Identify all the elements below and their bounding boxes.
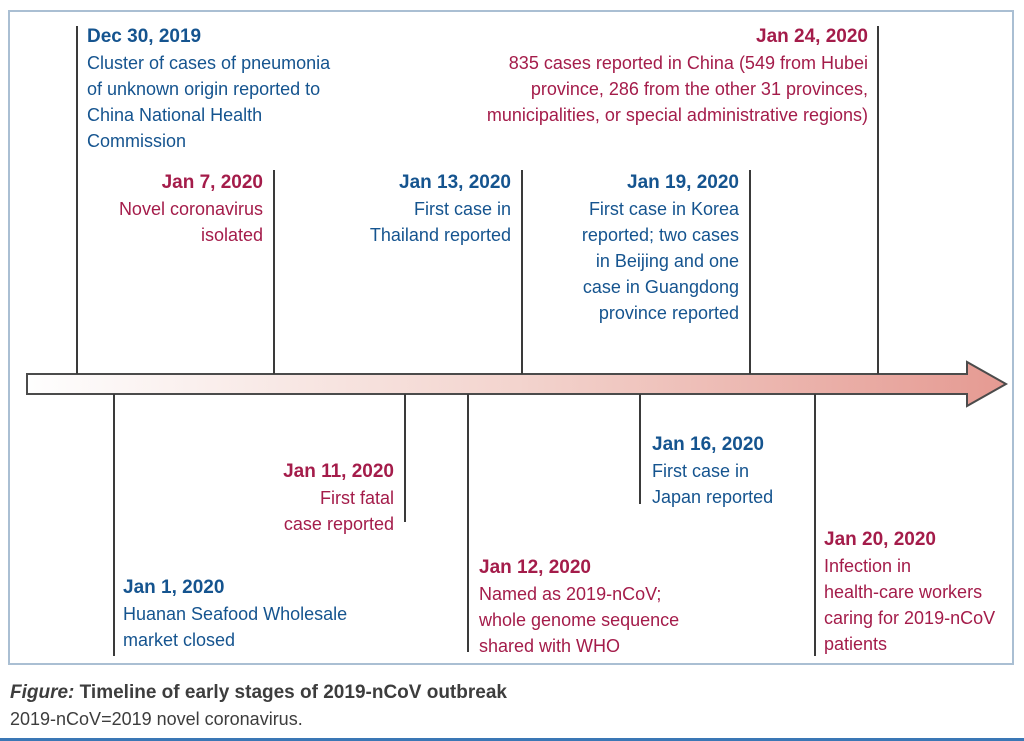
event-text-line: Cluster of cases of pneumonia xyxy=(87,53,331,73)
event-text-line: health-care workers xyxy=(824,582,983,602)
timeline-event-jan7 xyxy=(33,170,263,248)
tick-jan19 xyxy=(749,170,751,374)
event-date: Jan 11, 2020 xyxy=(283,461,394,482)
figure-caption-title xyxy=(10,679,1010,706)
event-text-line: of unknown origin reported to xyxy=(87,79,321,99)
event-text-line: Thailand reported xyxy=(369,225,511,245)
event-date: Jan 7, 2020 xyxy=(161,172,263,193)
event-text-line: market closed xyxy=(123,630,236,650)
event-text-line: First case in Korea xyxy=(588,199,739,219)
event-date: Jan 13, 2020 xyxy=(399,172,511,193)
event-text-line: patients xyxy=(824,634,888,654)
tick-jan24 xyxy=(877,26,879,374)
event-text-line: Huanan Seafood Wholesale xyxy=(123,604,348,624)
event-date: Jan 19, 2020 xyxy=(627,172,739,193)
event-text-line: First case in xyxy=(652,461,750,481)
timeline-event-jan11 xyxy=(184,459,394,537)
figure-title-text: Timeline of early stages of 2019-nCoV outbreak xyxy=(74,682,507,703)
event-text-line: province, 286 from the other 31 provinces, xyxy=(530,79,868,99)
figure-label: Figure: xyxy=(10,682,75,703)
event-text-line: Novel coronavirus xyxy=(118,199,263,219)
timeline-event-dec30 xyxy=(87,24,367,154)
timeline-event-jan24 xyxy=(398,24,868,128)
tick-jan7 xyxy=(273,170,275,374)
figure-footnote: 2019-nCoV=2019 novel coronavirus. xyxy=(10,709,303,729)
event-date: Jan 1, 2020 xyxy=(123,577,225,598)
tick-jan16 xyxy=(639,394,641,504)
event-text-line: province reported xyxy=(598,303,739,323)
event-date: Jan 24, 2020 xyxy=(756,26,868,47)
event-text-line: in Beijing and one xyxy=(595,251,739,271)
event-date: Jan 16, 2020 xyxy=(652,434,764,455)
event-text-line: municipalities, or special administrative regions) xyxy=(486,105,868,125)
tick-jan12 xyxy=(467,394,469,652)
event-text-line: isolated xyxy=(200,225,263,245)
timeline-event-jan12 xyxy=(479,555,749,659)
event-text-line: China National Health xyxy=(87,105,263,125)
event-text-line: 835 cases reported in China (549 from Hubei xyxy=(508,53,868,73)
event-date: Jan 20, 2020 xyxy=(824,529,936,550)
timeline-event-jan1 xyxy=(123,575,413,653)
figure-caption xyxy=(10,679,1010,733)
timeline-arrow-shape xyxy=(27,362,1006,406)
event-date: Jan 12, 2020 xyxy=(479,557,591,578)
event-text-line: Commission xyxy=(87,131,187,151)
timeline-event-jan20 xyxy=(824,527,1024,657)
event-text-line: reported; two cases xyxy=(581,225,739,245)
event-text-line: First fatal xyxy=(319,488,394,508)
timeline-event-jan19 xyxy=(509,170,739,326)
event-text-line: Named as 2019-nCoV; xyxy=(479,584,662,604)
event-text-line: whole genome sequence xyxy=(479,610,680,630)
event-text-line: Japan reported xyxy=(652,487,774,507)
event-text-line: shared with WHO xyxy=(479,636,621,656)
timeline-event-jan13 xyxy=(281,170,511,248)
tick-jan1 xyxy=(113,394,115,656)
event-date: Dec 30, 2019 xyxy=(87,26,202,47)
event-text-line: First case in xyxy=(413,199,511,219)
timeline-figure-box xyxy=(8,10,1014,665)
tick-jan11 xyxy=(404,394,406,522)
event-text-line: caring for 2019-nCoV xyxy=(824,608,996,628)
event-text-line: case in Guangdong xyxy=(582,277,739,297)
event-text-line: Infection in xyxy=(824,556,912,576)
timeline-event-jan16 xyxy=(652,432,862,510)
event-text-line: case reported xyxy=(283,514,394,534)
